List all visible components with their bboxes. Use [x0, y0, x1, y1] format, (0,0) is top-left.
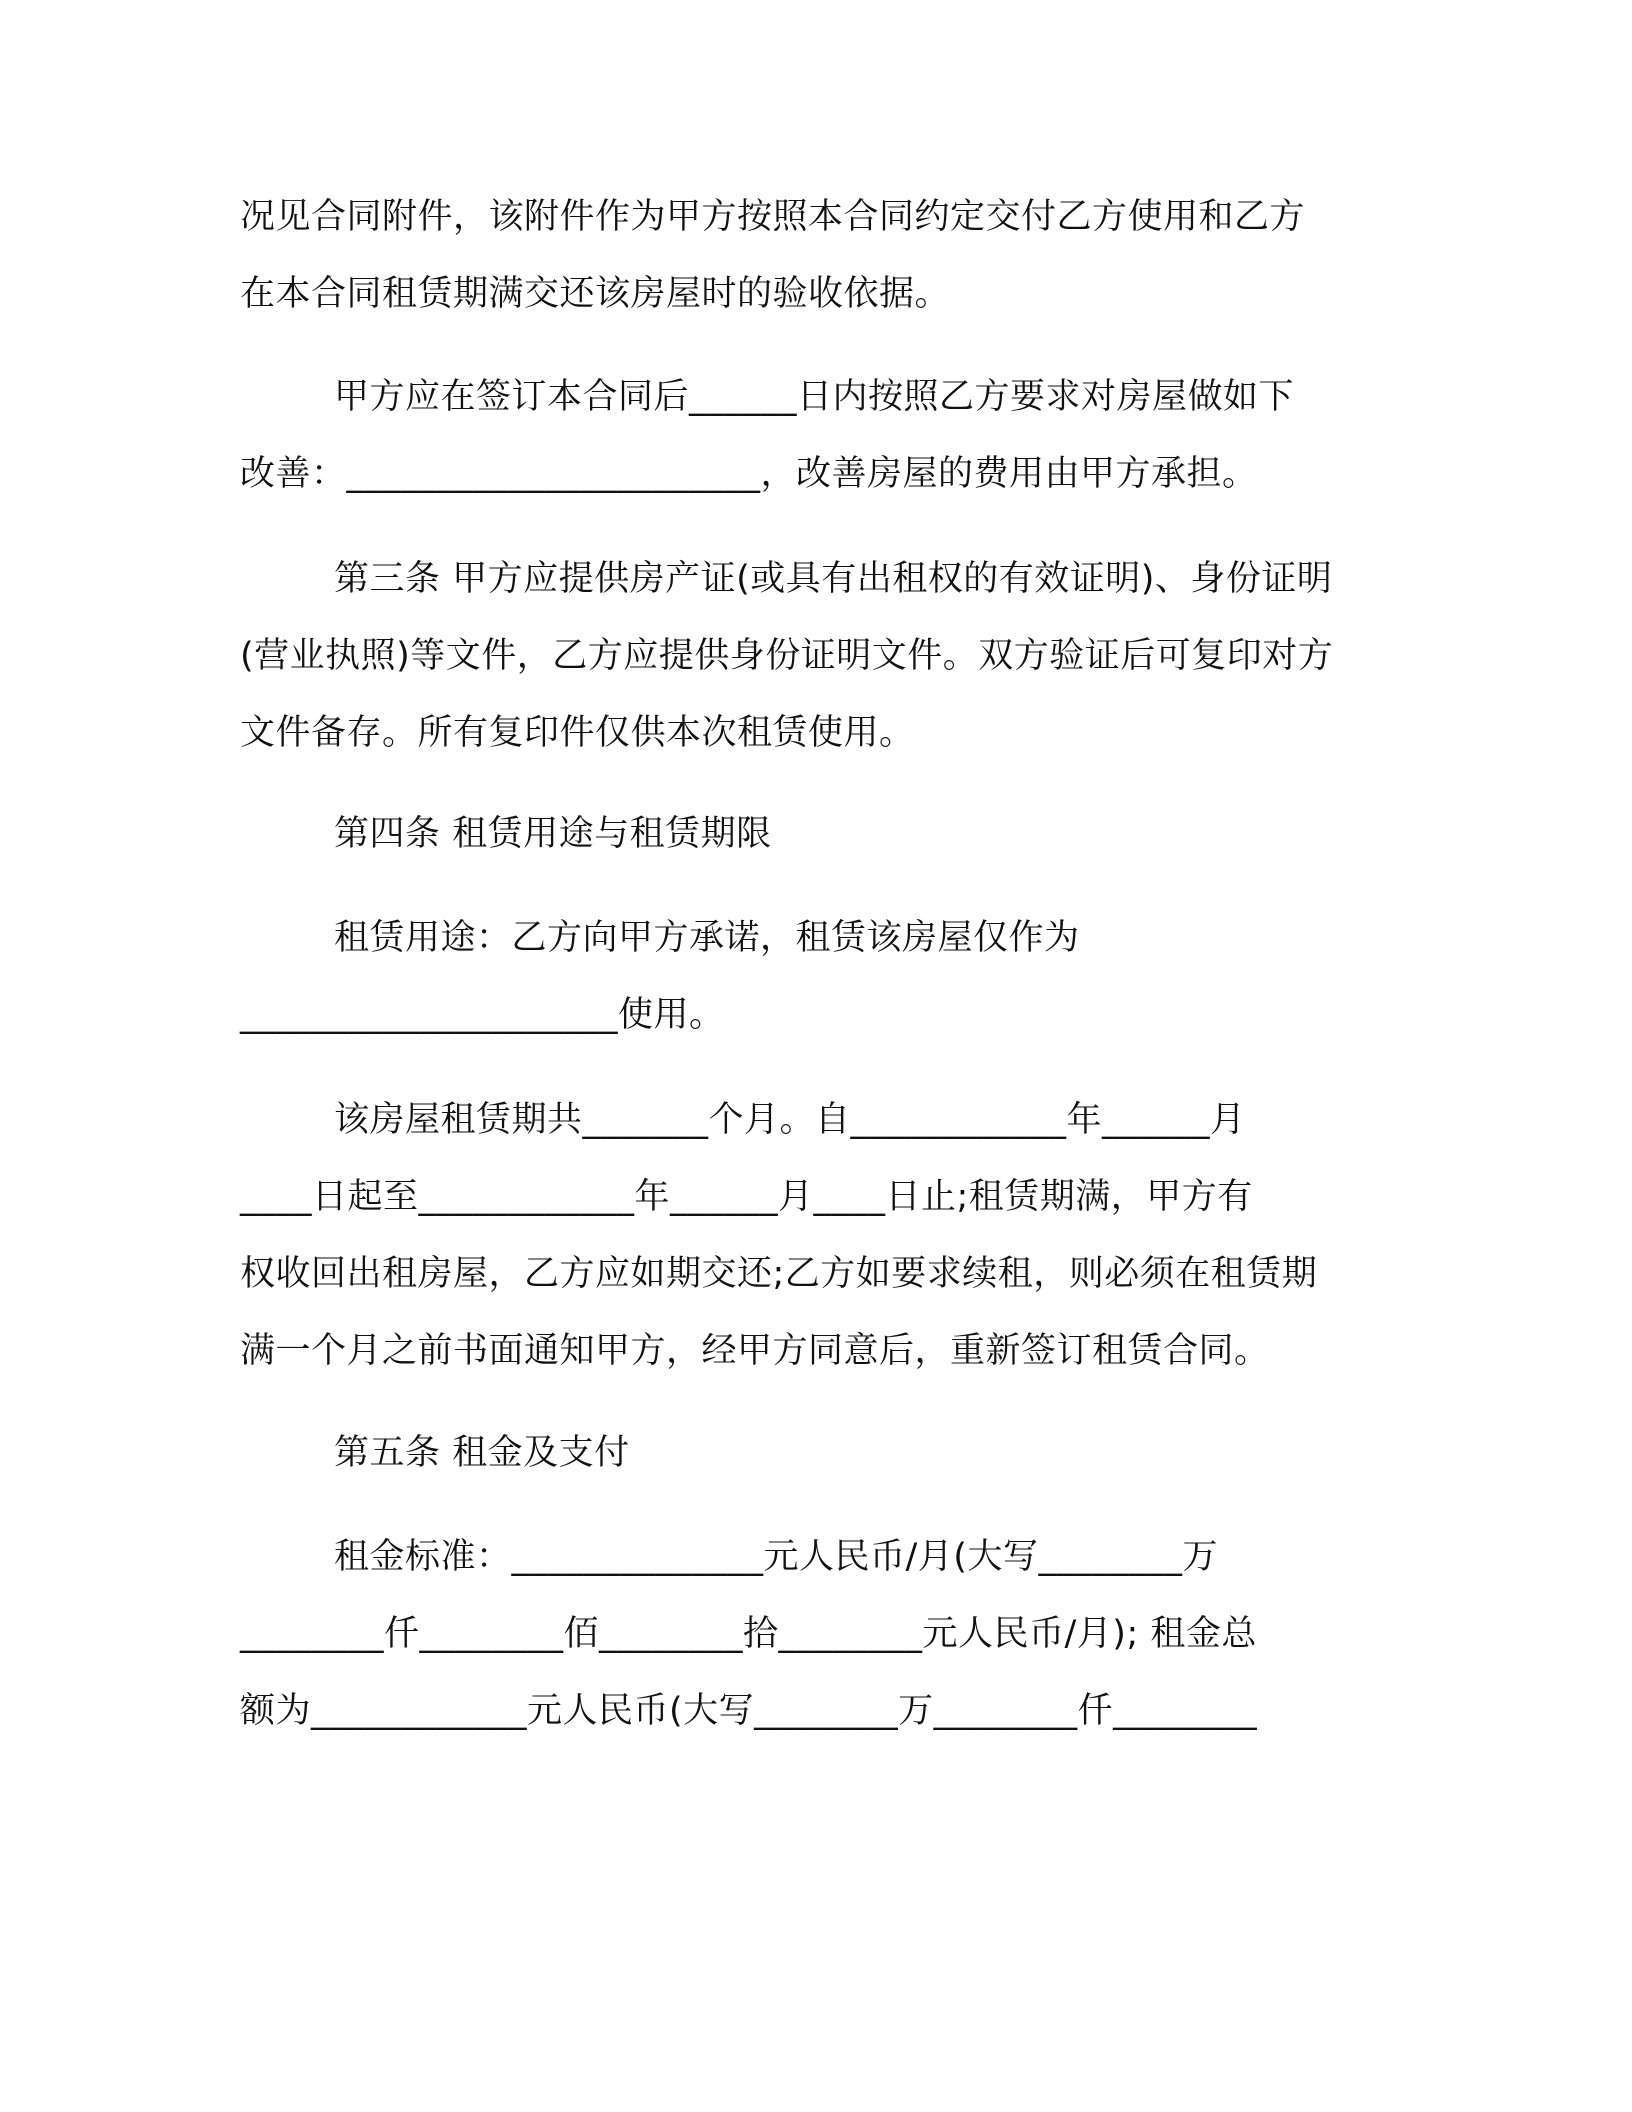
- rental-use-line-1: 租赁用途：乙方向甲方承诺，租赁该房屋仅作为: [334, 918, 1080, 958]
- paragraph-line-3: 甲方应在签订本合同后______日内按照乙方要求对房屋做如下: [334, 377, 1295, 417]
- article-3-line-3: 文件备存。所有复印件仅供本次租赁使用。: [240, 713, 915, 753]
- rental-term-line-3: 权收回出租房屋，乙方应如期交还;乙方如要求续租，则必须在租赁期: [240, 1254, 1318, 1294]
- paragraph-line-1: 况见合同附件，该附件作为甲方按照本合同约定交付乙方使用和乙方: [240, 197, 1306, 237]
- rental-term-line-4: 满一个月之前书面通知甲方，经甲方同意后，重新签订租赁合同。: [240, 1331, 1270, 1371]
- rent-standard-line-1: 租金标准：______________元人民币/月(大写________万: [334, 1537, 1218, 1577]
- article-4-heading: 第四条 租赁用途与租赁期限: [334, 814, 772, 854]
- article-5-heading: 第五条 租金及支付: [334, 1433, 630, 1473]
- paragraph-line-2: 在本合同租赁期满交还该房屋时的验收依据。: [240, 274, 951, 314]
- article-3-line-1: 第三条 甲方应提供房产证(或具有出租权的有效证明)、身份证明: [334, 559, 1333, 599]
- rent-standard-line-3: 额为____________元人民币(大写________万________仟________: [240, 1691, 1258, 1731]
- paragraph-line-4: 改善：_______________________，改善房屋的费用由甲方承担。: [240, 454, 1258, 494]
- rental-use-line-2: _____________________使用。: [240, 995, 725, 1035]
- rental-term-line-1: 该房屋租赁期共_______个月。自____________年______月: [334, 1100, 1246, 1140]
- article-3-line-2: (营业执照)等文件，乙方应提供身份证明文件。双方验证后可复印对方: [240, 636, 1334, 676]
- rent-standard-line-2: ________仟________佰________拾________元人民币/月); 租金总: [240, 1614, 1257, 1654]
- rental-term-line-2: ____日起至____________年______月____日止;租赁期满，甲方有: [240, 1177, 1253, 1217]
